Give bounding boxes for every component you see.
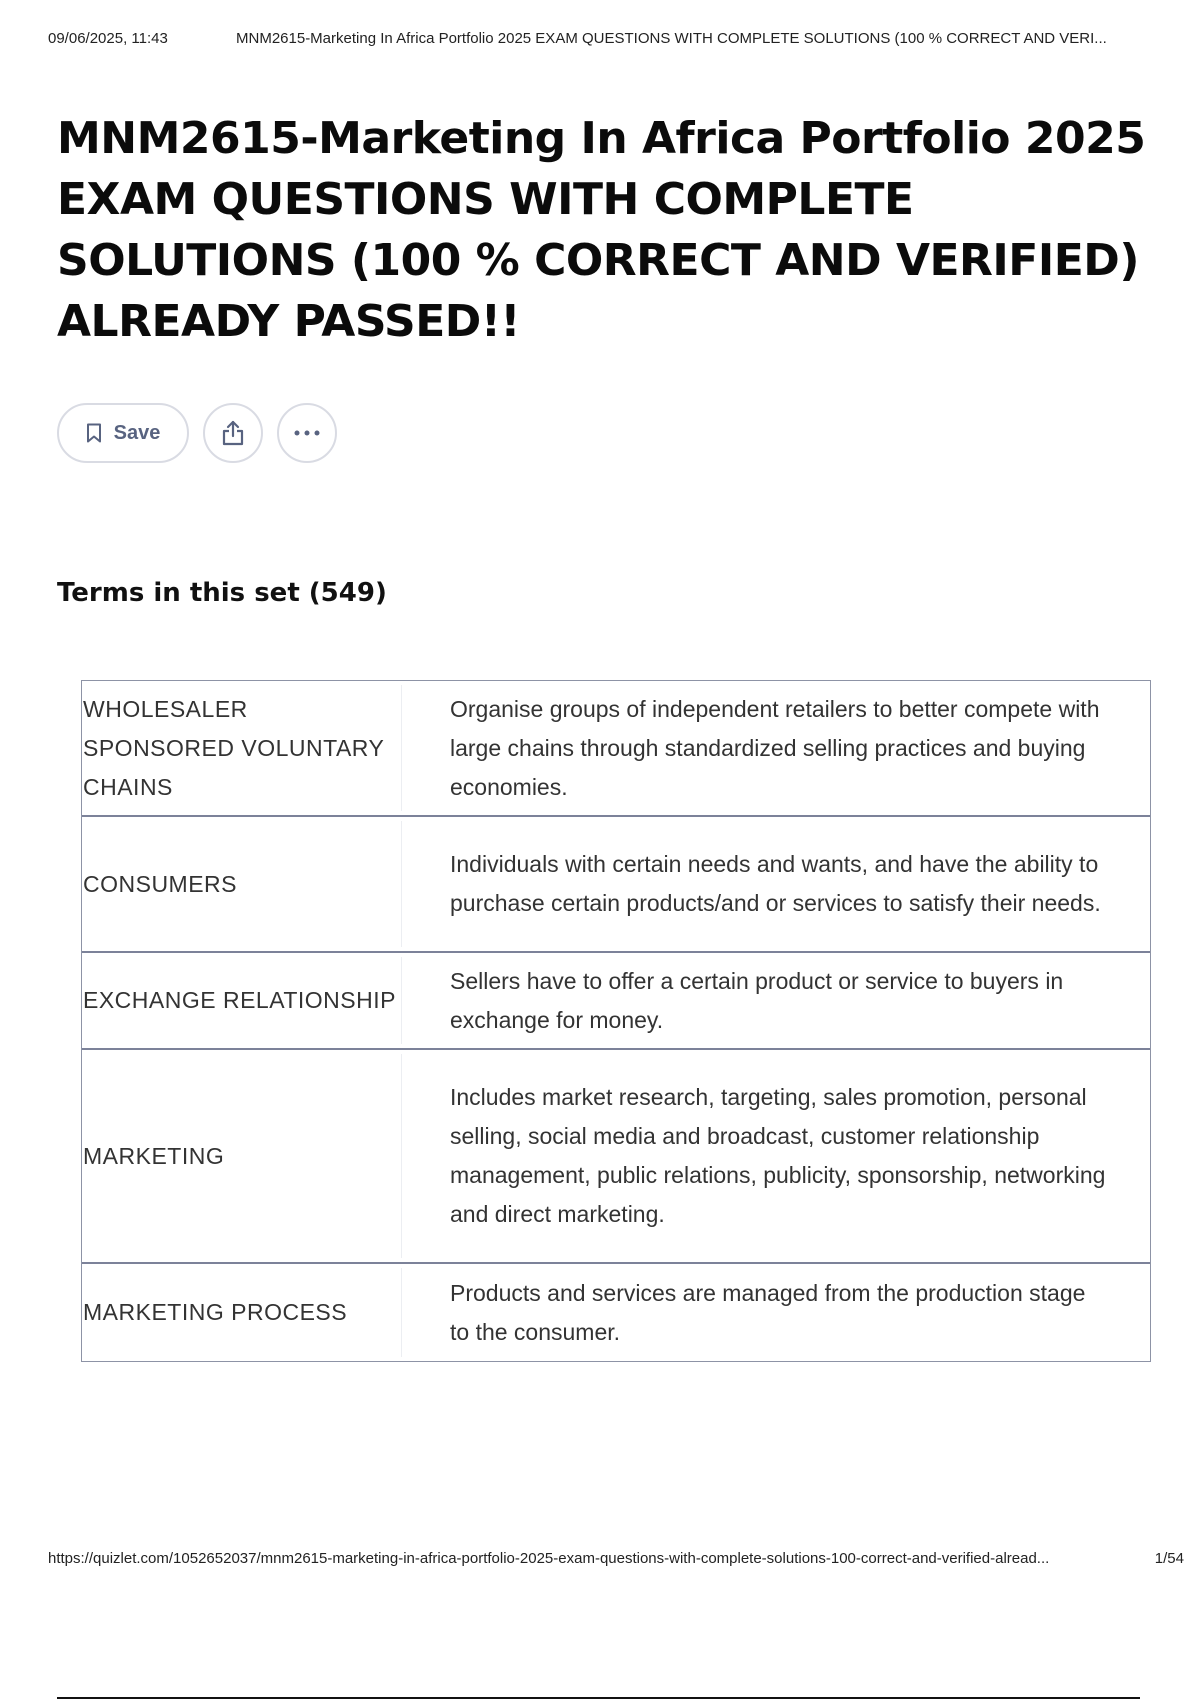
- term-row: [82, 817, 1150, 953]
- term-text: EXCHANGE RELATIONSHIP: [82, 957, 402, 1044]
- share-button[interactable]: [203, 403, 263, 463]
- page-title: MNM2615-Marketing In Africa Portfolio 2025 EXAM QUESTIONS WITH COMPLETE SOLUTIONS (100 % CORRECT AND VERIFIED) ALREADY PASSED!!: [57, 113, 1146, 347]
- definition-text: Organise groups of independent retailers to better compete with large chains through standardized selling practices and buying economies.: [450, 695, 1100, 800]
- action-bar: [57, 403, 337, 463]
- definition-text: Sellers have to offer a certain product or service to buyers in exchange for money.: [450, 967, 1064, 1033]
- definition-text: Includes market research, targeting, sales promotion, personal selling, social media and broadcast, customer relationship management, public relations, publicity, sponsorship, networking and direct marketing.: [450, 1084, 1106, 1227]
- print-datetime: 09/06/2025, 11:43: [48, 30, 168, 47]
- print-doc-title: MNM2615-Marketing In Africa Portfolio 2025 EXAM QUESTIONS WITH COMPLETE SOLUTIONS (100 % CORRECT AND VERI...: [236, 30, 1107, 47]
- page-number: 1/54: [1154, 1550, 1184, 1567]
- more-button[interactable]: [277, 403, 337, 463]
- definition-text: Products and services are managed from the production stage to the consumer.: [450, 1279, 1086, 1345]
- term-row: [82, 681, 1150, 817]
- bookmark-icon: [86, 423, 102, 443]
- term-text: CONSUMERS: [82, 821, 402, 947]
- term-text: MARKETING: [82, 1054, 402, 1258]
- share-icon: [220, 419, 246, 447]
- term-text: WHOLESALER SPONSORED VOLUNTARY CHAINS: [82, 685, 402, 811]
- save-button[interactable]: [57, 403, 189, 463]
- terms-heading: Terms in this set (549): [57, 578, 387, 608]
- term-text: MARKETING PROCESS: [82, 1268, 402, 1357]
- print-url[interactable]: https://quizlet.com/1052652037/mnm2615-marketing-in-africa-portfolio-2025-exam-questions-with-complete-solutions-100-correct-and-verified-alread...: [48, 1550, 1050, 1567]
- terms-table: [81, 680, 1151, 1362]
- term-row: [82, 953, 1150, 1050]
- divider: [57, 1697, 1140, 1699]
- term-row: [82, 1050, 1150, 1264]
- term-row: [82, 1264, 1150, 1361]
- save-button-label: Save: [113, 421, 161, 444]
- more-icon: [293, 429, 321, 437]
- print-header: [48, 30, 1176, 47]
- definition-text: Individuals with certain needs and wants, and have the ability to purchase certain products/and or services to satisfy their needs.: [450, 851, 1101, 916]
- print-footer: [48, 1550, 1184, 1567]
